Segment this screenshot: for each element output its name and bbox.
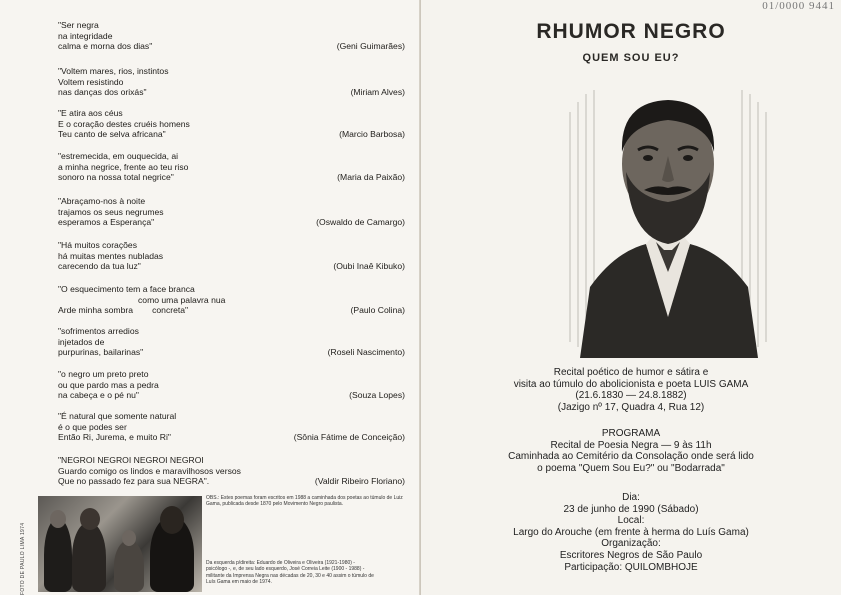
poem-line: na cabeça e o pé nu" — [58, 390, 139, 401]
poem-author: (Roseli Nascimento) — [327, 347, 405, 358]
program-line: Caminhada ao Cemitério da Consolação onde será lido — [508, 451, 754, 463]
poem-author: (Souza Lopes) — [349, 390, 405, 401]
poem-line: carecendo da tua luz" — [58, 261, 141, 272]
poem-line: Arde minha sombra concreta" — [58, 305, 189, 316]
description-line: Recital poético de humor e sátira e — [553, 367, 709, 378]
poem-author: (Sônia Fátime de Conceição) — [293, 432, 405, 443]
photo-figure — [114, 540, 144, 592]
detail-line: Escritores Negros de São Paulo — [559, 549, 703, 561]
poem-author: (Geni Guimarães) — [336, 41, 405, 52]
poem-author: (Valdir Ribeiro Floriano) — [314, 476, 405, 487]
poem-line: "E atira aos céus — [58, 108, 123, 118]
photo-credit: FOTO DE PAULO LIMA 1974 — [20, 522, 26, 595]
poem-line: na integridade — [58, 30, 113, 41]
program-line: o poema "Quem Sou Eu?" ou "Bodarrada" — [537, 462, 725, 474]
event-program — [421, 428, 841, 474]
page-subtitle: QUEM SOU EU? — [582, 52, 680, 64]
photo-face — [122, 530, 136, 546]
poem-line: Então Ri, Jurema, e muito Ri" — [58, 432, 171, 443]
detail-line: Organização: — [601, 538, 661, 550]
poem-author: (Paulo Colina) — [350, 305, 405, 316]
detail-line: Largo do Arouche (em frente à herma do Luís Gama) — [513, 526, 749, 538]
poem-line: "Voltem mares, rios, instintos — [58, 66, 169, 76]
archive-number: 01/0000 9441 — [762, 0, 835, 12]
poem-excerpt — [58, 66, 413, 98]
poem-excerpt — [58, 196, 413, 228]
poem-line: "O esquecimento tem a face branca — [58, 284, 195, 294]
program-line: PROGRAMA — [601, 428, 661, 439]
poem-line: sonoro na nossa total negrice" — [58, 172, 174, 183]
poem-author: (Miriam Alves) — [350, 87, 405, 98]
poem-line: Voltem resistindo — [58, 76, 124, 87]
poem-line: E o coração destes cruéis homens — [58, 118, 190, 129]
page-title: RHUMOR NEGRO — [536, 20, 726, 43]
poem-author: (Maria da Paixão) — [337, 172, 405, 183]
poem-line: purpurinas, bailarinas" — [58, 347, 144, 358]
photo-face — [80, 508, 100, 530]
poem-excerpt — [58, 455, 413, 487]
photo-face — [50, 510, 66, 528]
detail-line: 23 de junho de 1990 (Sábado) — [563, 503, 699, 515]
poem-author: (Marcio Barbosa) — [339, 129, 405, 140]
left-page — [0, 0, 420, 595]
description-line: (21.6.1830 — 24.8.1882) — [575, 390, 687, 402]
detail-line: Participação: QUILOMBHOJE — [564, 561, 698, 573]
poem-line: a minha negrice, frente ao teu riso — [58, 161, 189, 172]
poem-excerpt — [58, 151, 413, 183]
poem-line: Que no passado fez para sua NEGRA". — [58, 476, 210, 487]
poem-line: "Há muitos corações — [58, 240, 137, 250]
description-line: visita ao túmulo do abolicionista e poeta LUIS GAMA — [513, 378, 749, 390]
photo-face — [160, 506, 184, 534]
poem-excerpt — [58, 20, 413, 52]
poem-line: trajamos os seus negrumes — [58, 206, 164, 217]
luis-gama-portrait — [560, 72, 776, 358]
poem-excerpt — [58, 326, 413, 358]
poem-line: injetados de — [58, 336, 105, 347]
poem-excerpt — [58, 369, 413, 401]
poem-excerpt — [58, 108, 413, 140]
poem-line: Teu canto de selva africana" — [58, 129, 166, 140]
poem-excerpt — [58, 240, 413, 272]
detail-line: Dia: — [622, 492, 640, 503]
poem-line: há muitas mentes nubladas — [58, 250, 164, 261]
poem-line: "Abraçamo-nos à noite — [58, 196, 146, 206]
event-details — [421, 492, 841, 573]
description-line: (Jazigo nº 17, Quadra 4, Rua 12) — [557, 401, 705, 413]
poem-line: Guardo comigo os lindos e maravilhosos versos — [58, 465, 241, 476]
poem-line: como uma palavra nua — [138, 294, 226, 305]
poem-line: esperamos a Esperança" — [58, 217, 155, 228]
poem-excerpt — [58, 411, 413, 443]
obs-note: OBS.: Estes poemas foram escritos em 1988 a caminhada dos poetas ao túmulo de Luiz Gama, publicada desde 1870 pelo Movimento Negro paulista. — [206, 495, 403, 508]
photo-caption: Da esquerda p/direita: Eduardo de Oliveira e Oliveira (1921-1980) - psicólogo -, e, de seu lado esquerdo, José Correia Leite (1900 - 1988) - militante da Imprensa Negra nas décadas de 20, 30 e 40 assim o túmulo de Luís Gama em maio de 1974. — [206, 560, 374, 586]
right-page — [421, 0, 841, 595]
poem-line: é o que podes ser — [58, 421, 127, 432]
poem-line: "sofrimentos arredios — [58, 326, 139, 336]
poem-line: ou que pardo mas a pedra — [58, 379, 159, 390]
poem-line: "o negro um preto preto — [58, 369, 149, 379]
program-line: Recital de Poesia Negra — 9 às 11h — [550, 439, 712, 451]
event-description — [421, 367, 841, 413]
historical-photo — [38, 496, 202, 592]
poem-excerpt — [58, 284, 413, 316]
poem-line: nas danças dos orixás" — [58, 87, 147, 98]
poem-line: "estremecida, em ouquecida, ai — [58, 151, 179, 161]
photo-figure — [44, 518, 72, 592]
poem-line: calma e morna dos dias" — [58, 41, 153, 52]
poem-line: "Ser negra — [58, 20, 99, 30]
poem-author: (Oubi Inaê Kibuko) — [333, 261, 405, 272]
detail-line: Local: — [617, 515, 645, 527]
photo-figure — [72, 522, 106, 592]
poem-line: "É natural que somente natural — [58, 411, 177, 421]
poem-line: "NEGROI NEGROI NEGROI NEGROI — [58, 455, 204, 465]
poem-author: (Oswaldo de Camargo) — [316, 217, 405, 228]
